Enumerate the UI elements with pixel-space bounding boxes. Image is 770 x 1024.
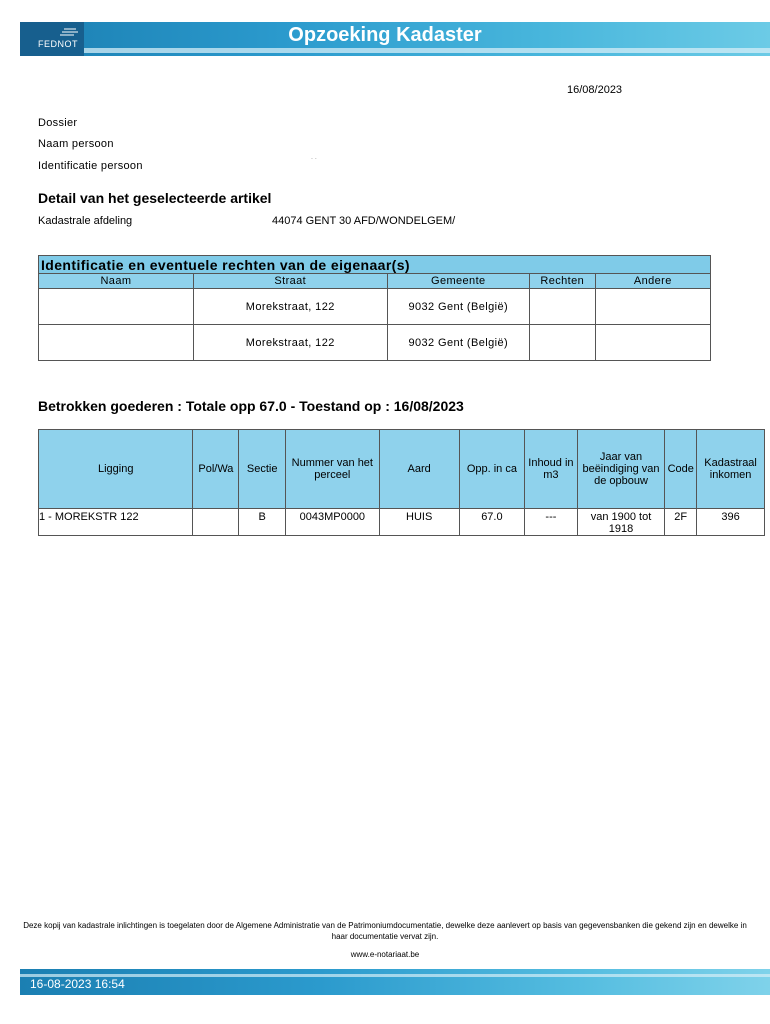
owner-rights bbox=[529, 289, 595, 325]
col-header-code: Code bbox=[665, 430, 697, 509]
owners-table-title: Identificatie en eventuele rechten van de eigenaar(s) bbox=[39, 256, 711, 274]
header-banner bbox=[0, 22, 770, 56]
goods-section: B bbox=[239, 509, 286, 536]
page-title: Opzoeking Kadaster bbox=[288, 24, 482, 46]
col-header-rechten: Rechten bbox=[529, 274, 595, 289]
footer-timestamp: 16-08-2023 16:54 bbox=[30, 977, 125, 991]
col-header-inkomen: Kadastraal inkomen bbox=[697, 430, 765, 509]
col-header-sectie: Sectie bbox=[239, 430, 286, 509]
owners-table bbox=[38, 255, 711, 361]
col-header-naam: Naam bbox=[39, 274, 194, 289]
cadastral-division-label: Kadastrale afdeling bbox=[38, 215, 133, 227]
goods-table bbox=[38, 429, 765, 536]
person-id-label: Identificatie persoon bbox=[38, 160, 143, 172]
goods-parcel-number: 0043MP0000 bbox=[286, 509, 380, 536]
owner-street: Morekstraat, 122 bbox=[193, 289, 387, 325]
detail-heading: Detail van het geselecteerde artikel bbox=[38, 190, 272, 206]
goods-location: 1 - MOREKSTR 122 bbox=[39, 509, 193, 536]
person-name-label: Naam persoon bbox=[38, 138, 114, 150]
goods-area: 67.0 bbox=[459, 509, 524, 536]
person-id-value: . . bbox=[311, 154, 317, 161]
goods-polwa bbox=[193, 509, 239, 536]
col-header-ligging: Ligging bbox=[39, 430, 193, 509]
col-header-straat: Straat bbox=[193, 274, 387, 289]
col-header-andere: Andere bbox=[595, 274, 710, 289]
dossier-label: Dossier bbox=[38, 117, 78, 129]
footer-banner bbox=[20, 969, 770, 995]
owner-name bbox=[39, 325, 194, 361]
col-header-gemeente: Gemeente bbox=[387, 274, 529, 289]
table-row bbox=[39, 325, 711, 361]
footer-note: Deze kopij van kadastrale inlichtingen is toegelaten door de Algemene Administratie van de Patrimoniumdocumentatie, dewelke deze aanlevert op basis van gegevensbanken die gekend zijn en dewelke in haar documentatie vervat zijn. bbox=[23, 921, 747, 941]
goods-construction-year: van 1900 tot 1918 bbox=[577, 509, 665, 536]
footer-url: www.e-notariaat.be bbox=[350, 950, 420, 959]
goods-cadastral-income: 396 bbox=[697, 509, 765, 536]
owner-rights bbox=[529, 325, 595, 361]
col-header-opp: Opp. in ca bbox=[459, 430, 524, 509]
table-row bbox=[39, 289, 711, 325]
document-date: 16/08/2023 bbox=[567, 84, 623, 96]
col-header-jaar: Jaar van beëindiging van de opbouw bbox=[577, 430, 665, 509]
owner-other bbox=[595, 325, 710, 361]
goods-volume: --- bbox=[525, 509, 578, 536]
col-header-perceel: Nummer van het perceel bbox=[286, 430, 380, 509]
owner-other bbox=[595, 289, 710, 325]
col-header-inhoud: Inhoud in m3 bbox=[525, 430, 578, 509]
goods-type: HUIS bbox=[379, 509, 459, 536]
col-header-aard: Aard bbox=[379, 430, 459, 509]
goods-code: 2F bbox=[665, 509, 697, 536]
col-header-polwa: Pol/Wa bbox=[193, 430, 239, 509]
cadastral-division-value: 44074 GENT 30 AFD/WONDELGEM/ bbox=[272, 215, 456, 227]
owner-street: Morekstraat, 122 bbox=[193, 325, 387, 361]
goods-heading: Betrokken goederen : Totale opp 67.0 - Toestand op : 16/08/2023 bbox=[38, 398, 464, 414]
owner-municipality: 9032 Gent (België) bbox=[387, 289, 529, 325]
logo-text: FEDNOT bbox=[38, 39, 78, 49]
owner-municipality: 9032 Gent (België) bbox=[387, 325, 529, 361]
owner-name bbox=[39, 289, 194, 325]
table-row bbox=[39, 509, 765, 536]
